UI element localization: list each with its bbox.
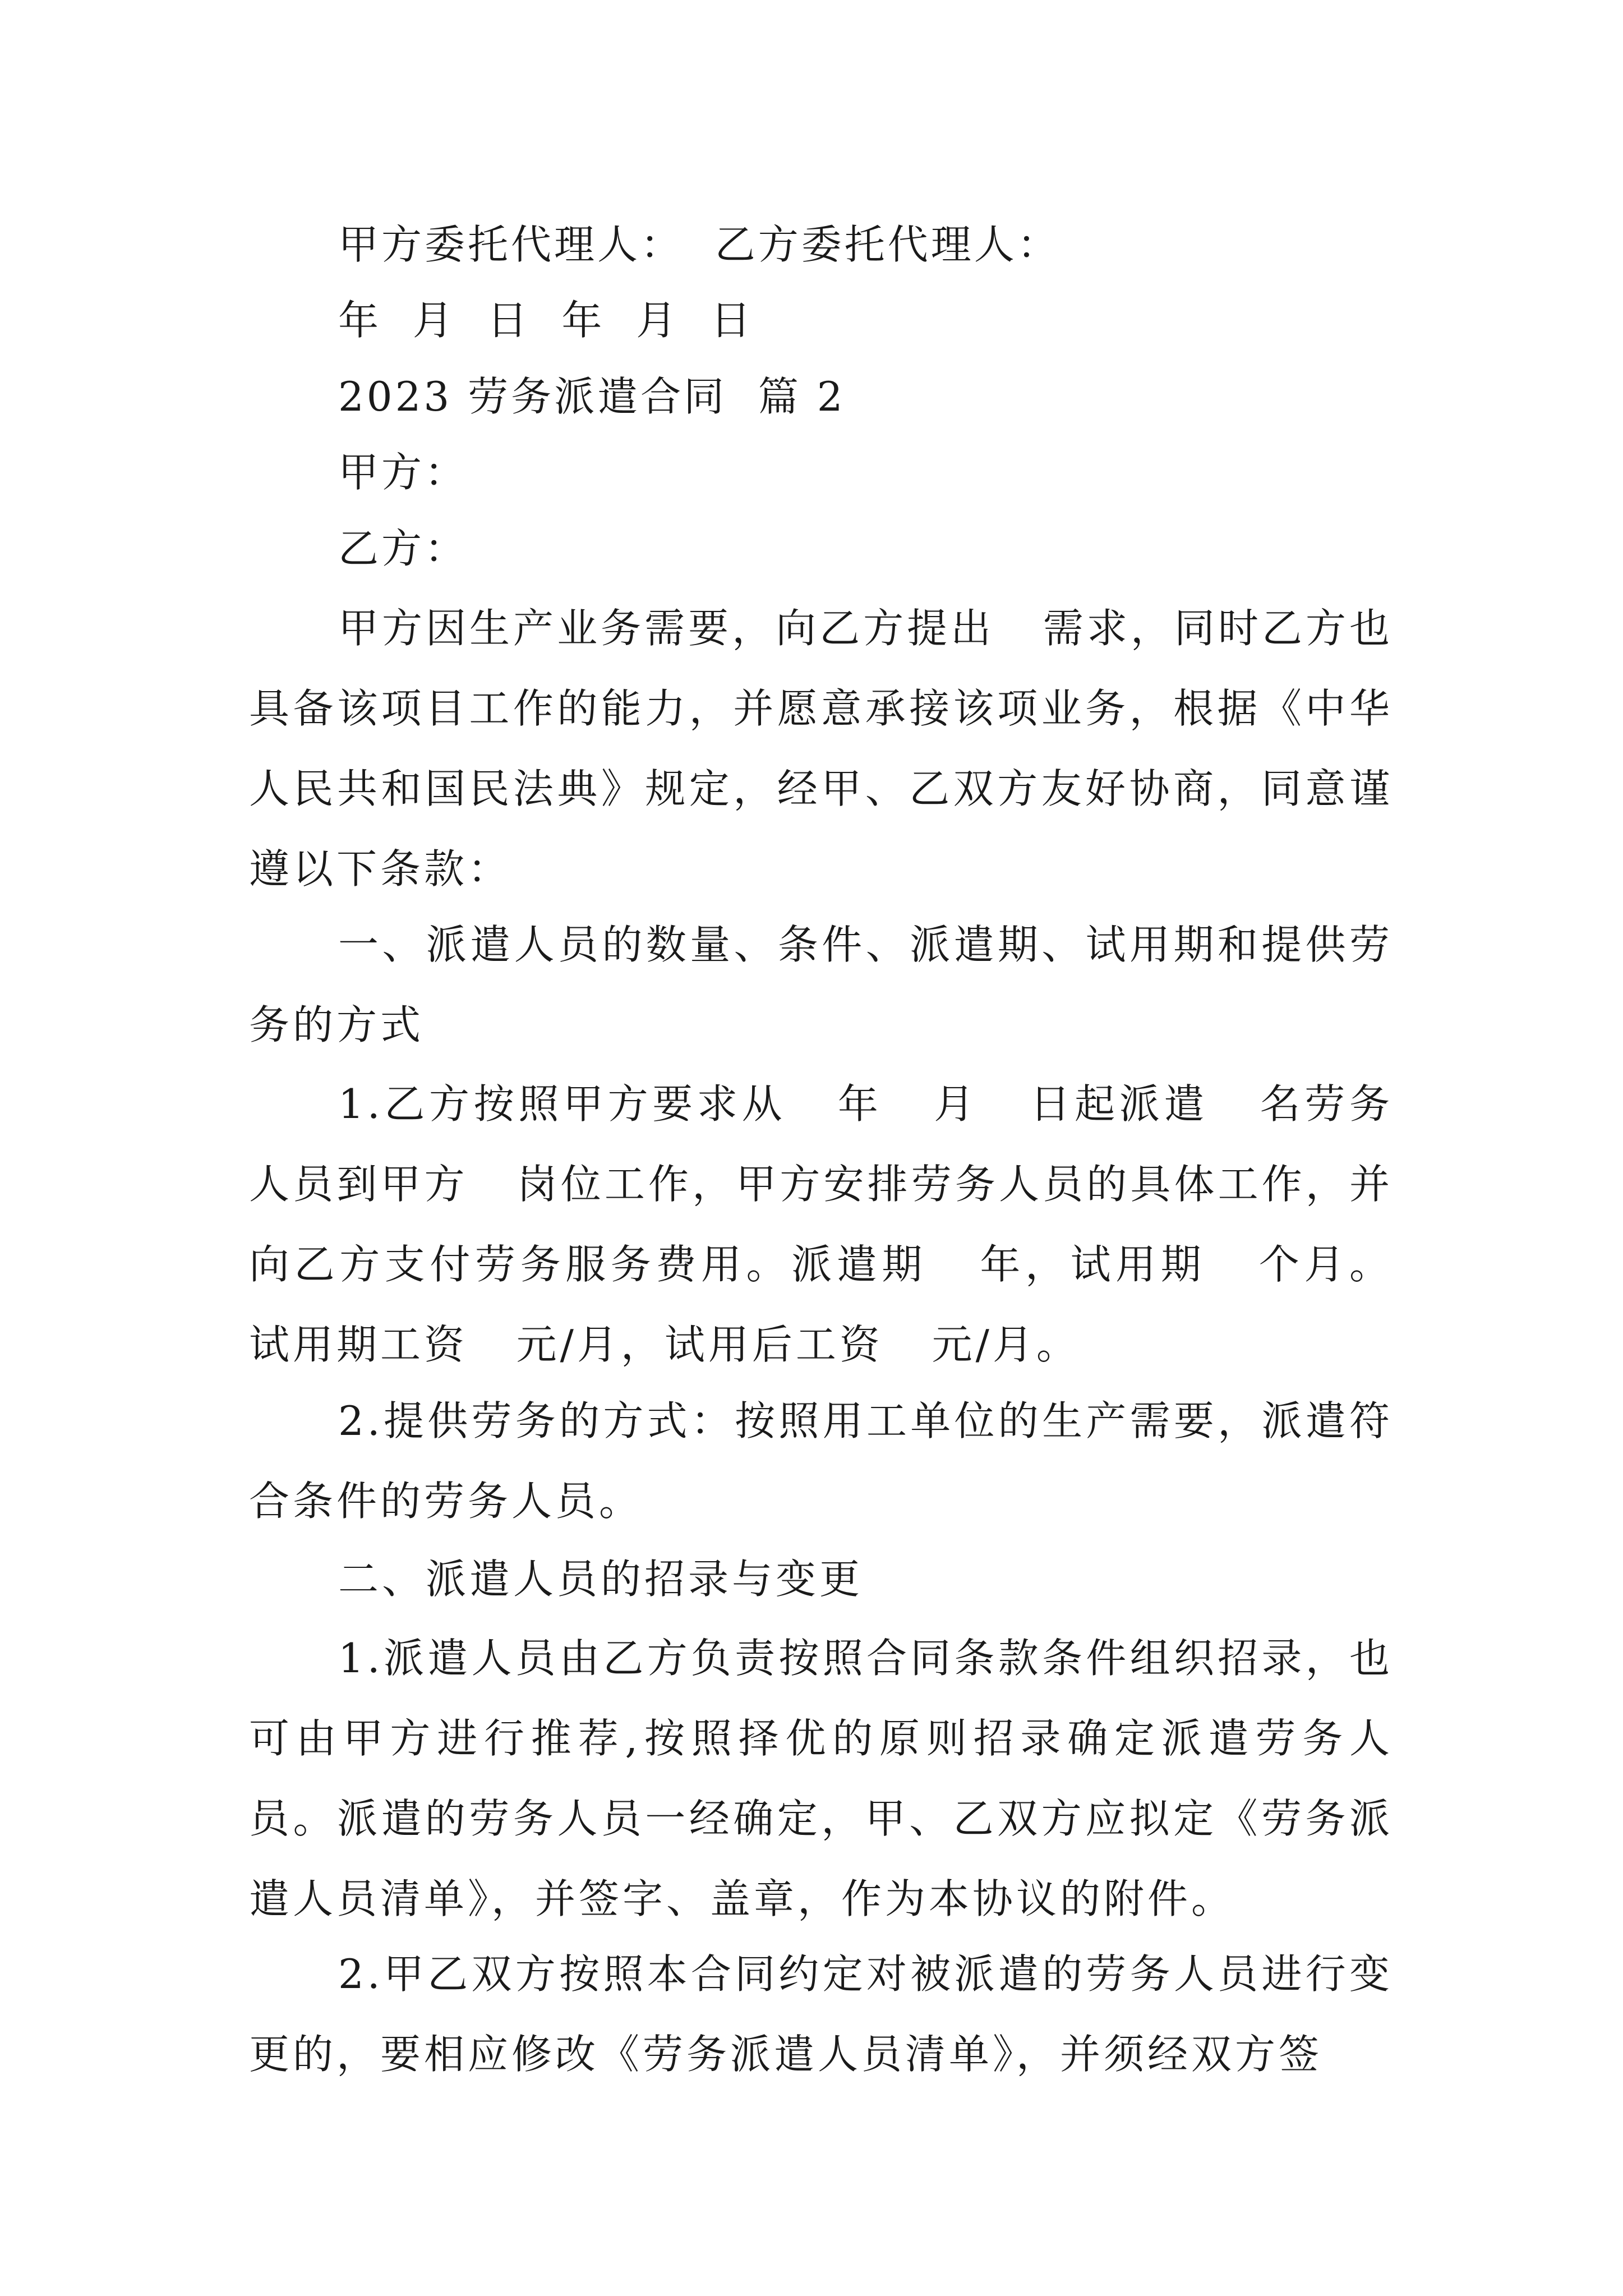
date-line: 年 月 日 年 月 日 (338, 297, 754, 344)
clause-1-1: 1.乙方按照甲方要求从 年 月 日起派遣 名劳务人员到甲方 岗位工作，甲方安排劳务人员的具体工作，并向乙方支付劳务服务费用。派遣期 年，试用期 个月。试用期工资 元/月，试用后工资 元/月。 (249, 1080, 1393, 1368)
clause-2-1: 1.派遣人员由乙方负责按照合同条款条件组织招录，也可由甲方进行推荐,按照择优的原则招录确定派遣劳务人员。派遣的劳务人员一经确定，甲、乙双方应拟定《劳务派遣人员清单》，并签字、盖章，作为本协议的附件。 (249, 1635, 1393, 1922)
contract-title: 2023 劳务派遣合同 篇 2 (338, 373, 846, 420)
party-a-line: 甲方： (338, 449, 468, 496)
clause-2-2: 2.甲乙双方按照本合同约定对被派遣的劳务人员进行变更的，要相应修改《劳务派遣人员清单》，并须经双方签 (249, 1950, 1393, 2078)
party-b-line: 乙方： (338, 525, 468, 572)
section-one-heading: 一、派遣人员的数量、条件、派遣期、试用期和提供劳务的方式 (249, 921, 1393, 1048)
preamble-paragraph: 甲方因生产业务需要，向乙方提出 需求，同时乙方也具备该项目工作的能力，并愿意承接该项业务，根据《中华人民共和国民法典》规定，经甲、乙双方友好协商，同意谨遵以下条款： (249, 605, 1393, 892)
clause-1-2: 2.提供劳务的方式：按照用工单位的生产需要，派遣符合条件的劳务人员。 (249, 1397, 1393, 1525)
agent-signature-line: 甲方委托代理人： 乙方委托代理人： (338, 221, 1061, 268)
section-two-heading: 二、派遣人员的招录与变更 (338, 1556, 864, 1603)
